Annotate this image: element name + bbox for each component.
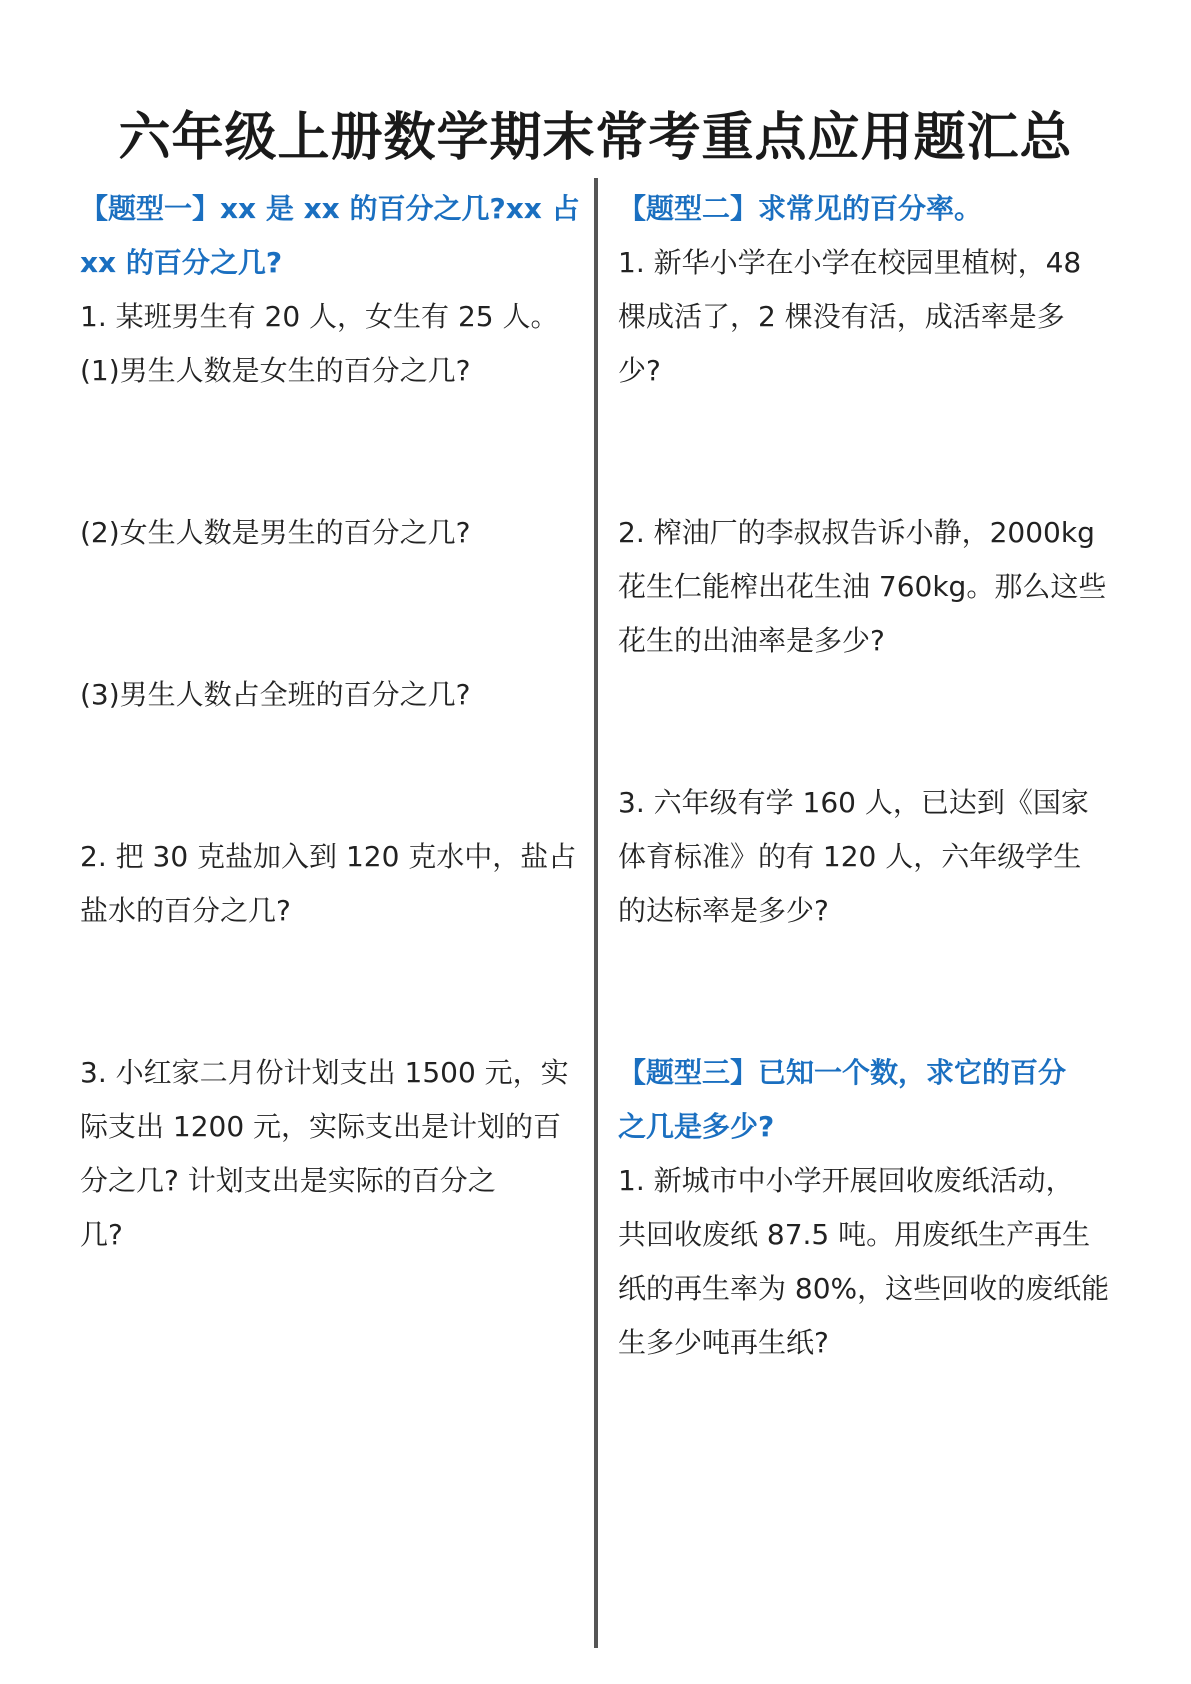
r-question-4-line-4: 生多少吨再生纸? <box>618 1326 829 1359</box>
question-3-line-3: 分之几? 计划支出是实际的百分之 <box>80 1164 496 1197</box>
question-3-line-1: 3. 小红家二月份计划支出 1500 元，实 <box>80 1056 569 1089</box>
question-2-line-2: 盐水的百分之几? <box>80 894 291 927</box>
question-3-line-4: 几? <box>80 1218 123 1251</box>
question-1-part-2: (2)女生人数是男生的百分之几? <box>80 516 471 549</box>
r-question-1-line-1: 1. 新华小学在小学在校园里植树，48 <box>618 246 1082 279</box>
r-question-3-line-2: 体育标准》的有 120 人，六年级学生 <box>618 840 1082 873</box>
question-1-part-3: (3)男生人数占全班的百分之几? <box>80 678 471 711</box>
section-heading-1-cont: xx 的百分之几? <box>80 246 283 279</box>
section-heading-2: 【题型二】求常见的百分率。 <box>618 192 983 225</box>
question-1-part-1: (1)男生人数是女生的百分之几? <box>80 354 471 387</box>
r-question-4-line-3: 纸的再生率为 80%，这些回收的废纸能 <box>618 1272 1110 1305</box>
section-heading-3: 【题型三】已知一个数，求它的百分 <box>618 1056 1067 1089</box>
r-question-2-line-2: 花生仁能榨出花生油 760kg。那么这些 <box>618 570 1107 603</box>
question-2-line-1: 2. 把 30 克盐加入到 120 克水中，盐占 <box>80 840 577 873</box>
question-3-line-2: 际支出 1200 元，实际支出是计划的百 <box>80 1110 562 1143</box>
section-heading-3-cont: 之几是多少? <box>618 1110 775 1143</box>
page-title: 六年级上册数学期末常考重点应用题汇总 <box>118 108 1073 168</box>
question-1: 1. 某班男生有 20 人，女生有 25 人。 <box>80 300 559 333</box>
r-question-1-line-3: 少? <box>618 354 661 387</box>
r-question-3-line-3: 的达标率是多少? <box>618 894 829 927</box>
column-divider <box>594 178 598 1648</box>
r-question-3-line-1: 3. 六年级有学 160 人，已达到《国家 <box>618 786 1089 819</box>
r-question-1-line-2: 棵成活了，2 棵没有活，成活率是多 <box>618 300 1065 333</box>
r-question-4-line-2: 共回收废纸 87.5 吨。用废纸生产再生 <box>618 1218 1091 1251</box>
r-question-4-line-1: 1. 新城市中小学开展回收废纸活动， <box>618 1164 1074 1197</box>
r-question-2-line-3: 花生的出油率是多少? <box>618 624 885 657</box>
section-heading-1: 【题型一】xx 是 xx 的百分之几?xx 占 <box>80 192 580 225</box>
r-question-2-line-1: 2. 榨油厂的李叔叔告诉小静，2000kg <box>618 516 1095 549</box>
